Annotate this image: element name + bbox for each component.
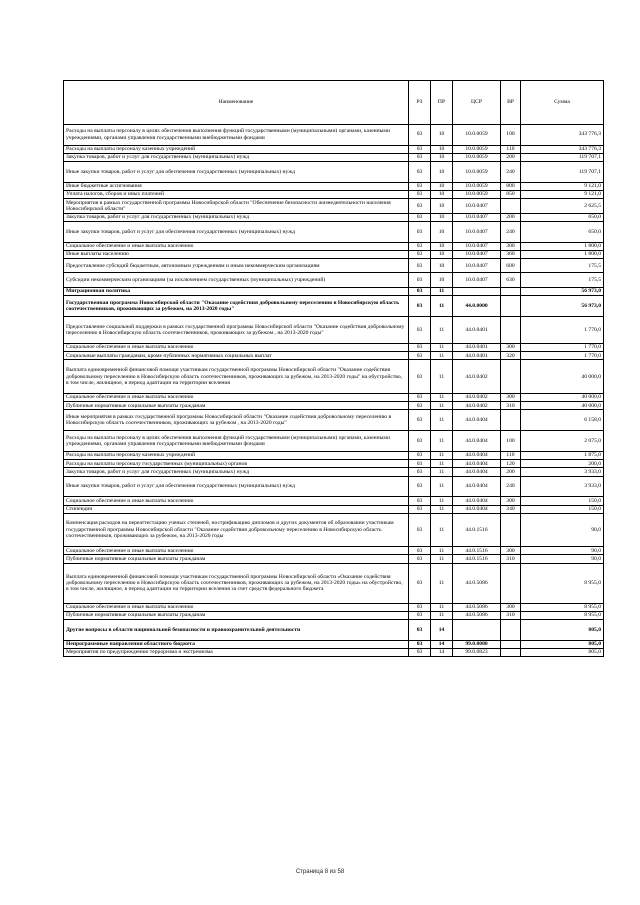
cell-csr: 44.0.0404 — [453, 476, 501, 497]
table-body — [64, 124, 604, 656]
cell-vr: 310 — [501, 402, 521, 410]
cell-rz: 03 — [409, 344, 431, 352]
cell-name: Уплата налогов, сборов и иных платежей — [64, 190, 409, 198]
cell-pr: 10 — [431, 259, 453, 273]
cell-name: Другие вопросы в области национальной безопасности и правоохранительной деятельности — [64, 620, 409, 641]
cell-vr: 800 — [501, 182, 521, 190]
table-row — [64, 124, 604, 145]
cell-vr: 310 — [501, 555, 521, 563]
cell-name: Социальное обеспечение и иные выплаты населению — [64, 547, 409, 555]
cell-rz: 03 — [409, 190, 431, 198]
table-row — [64, 153, 604, 161]
cell-csr: 44.0.0401 — [453, 344, 501, 352]
cell-vr: 630 — [501, 273, 521, 287]
cell-rz: 03 — [409, 199, 431, 214]
cell-csr: 10.0.0407 — [453, 259, 501, 273]
cell-rz: 03 — [409, 611, 431, 619]
cell-pr: 11 — [431, 513, 453, 547]
cell-sum: 6 158,0 — [521, 410, 604, 431]
cell-csr: 10.0.0407 — [453, 250, 501, 258]
cell-pr: 10 — [431, 145, 453, 153]
cell-pr: 10 — [431, 199, 453, 214]
budget-table — [63, 80, 604, 657]
cell-vr: 200 — [501, 213, 521, 221]
cell-csr: 44.0.0404 — [453, 468, 501, 476]
cell-sum: 650,0 — [521, 221, 604, 242]
cell-name: Мероприятия в рамках государственной программы Новосибирской области "Обеспечение безопасности жизнедеятельности населения Новосибирской области" — [64, 199, 409, 214]
table-row — [64, 547, 604, 555]
cell-sum: 150,0 — [521, 505, 604, 513]
table-row — [64, 611, 604, 619]
cell-pr: 11 — [431, 468, 453, 476]
cell-rz: 03 — [409, 451, 431, 459]
table-row — [64, 273, 604, 287]
table-row — [64, 620, 604, 641]
cell-csr: 10.0.0059 — [453, 190, 501, 198]
cell-name: Расходы на выплаты персоналу казенных учреждений — [64, 145, 409, 153]
cell-csr: 99.0.0000 — [453, 640, 501, 648]
cell-name: Государственная программа Новосибирской области "Оказание содействия добровольному переселению в Новосибирскую область соотечественников, проживающих за рубежом, на 2013-2020 годы" — [64, 296, 409, 317]
cell-csr: 10.0.0059 — [453, 153, 501, 161]
cell-pr: 11 — [431, 402, 453, 410]
cell-csr: 44.0.0404 — [453, 497, 501, 505]
cell-pr: 11 — [431, 344, 453, 352]
cell-sum: 3 933,0 — [521, 476, 604, 497]
cell-csr: 44.0.0404 — [453, 460, 501, 468]
cell-csr — [453, 620, 501, 641]
table-row — [64, 410, 604, 431]
cell-vr: 300 — [501, 394, 521, 402]
cell-vr: 300 — [501, 497, 521, 505]
cell-rz: 03 — [409, 547, 431, 555]
cell-csr: 44.0.1516 — [453, 513, 501, 547]
cell-name: Социальное обеспечение и иные выплаты населению — [64, 394, 409, 402]
table-row — [64, 145, 604, 153]
cell-name: Миграционная политика — [64, 287, 409, 295]
cell-vr: 300 — [501, 242, 521, 250]
cell-name: Субсидии некоммерческим организациям (за исключением государственных (муниципальных) учреждений) — [64, 273, 409, 287]
cell-vr — [501, 287, 521, 295]
cell-rz: 03 — [409, 476, 431, 497]
cell-csr: 44.0.0404 — [453, 410, 501, 431]
cell-sum: 343 776,3 — [521, 145, 604, 153]
cell-rz: 03 — [409, 273, 431, 287]
cell-sum: 40 000,0 — [521, 402, 604, 410]
table-row — [64, 460, 604, 468]
cell-pr: 11 — [431, 611, 453, 619]
table-header-row — [64, 81, 604, 125]
cell-sum: 90,0 — [521, 513, 604, 547]
cell-vr: 110 — [501, 145, 521, 153]
cell-name: Расходы на выплаты персоналу в целях обеспечения выполнения функций государственными (муниципальными) органами, казенными учреждениями, органами управления государственными внебюджетными фондами — [64, 431, 409, 452]
cell-rz: 03 — [409, 360, 431, 394]
table-row — [64, 221, 604, 242]
cell-pr: 14 — [431, 649, 453, 657]
cell-pr: 10 — [431, 190, 453, 198]
cell-pr: 14 — [431, 640, 453, 648]
cell-vr: 110 — [501, 451, 521, 459]
cell-sum: 1 800,0 — [521, 242, 604, 250]
cell-vr: 850 — [501, 190, 521, 198]
cell-vr — [501, 640, 521, 648]
table-row — [64, 505, 604, 513]
cell-sum: 175,5 — [521, 259, 604, 273]
cell-rz: 03 — [409, 555, 431, 563]
cell-name: Предоставление социальной поддержки в рамках государственной программы Новосибирской области "Оказание содействия добровольному переселению в Новосибирскую область соотечественников, проживающих за рубежом , на 2013-2020 годы" — [64, 316, 409, 343]
cell-name: Иные закупки товаров, работ и услуг для обеспечения государственных (муниципальных) нужд — [64, 221, 409, 242]
cell-pr: 10 — [431, 213, 453, 221]
table-row — [64, 563, 604, 603]
cell-rz: 03 — [409, 649, 431, 657]
table-row — [64, 259, 604, 273]
cell-pr: 11 — [431, 410, 453, 431]
table-row — [64, 402, 604, 410]
cell-pr: 11 — [431, 497, 453, 505]
cell-pr: 10 — [431, 161, 453, 182]
cell-name: Закупка товаров, работ и услуг для государственных (муниципальных) нужд — [64, 213, 409, 221]
cell-rz: 03 — [409, 316, 431, 343]
cell-csr: 44.0.0000 — [453, 296, 501, 317]
cell-sum: 9 121,0 — [521, 190, 604, 198]
cell-csr: 10.0.0407 — [453, 242, 501, 250]
cell-rz: 03 — [409, 460, 431, 468]
cell-pr: 11 — [431, 547, 453, 555]
cell-csr: 10.0.0407 — [453, 221, 501, 242]
cell-pr: 10 — [431, 273, 453, 287]
cell-sum: 175,5 — [521, 273, 604, 287]
cell-name: Выплата единовременной финансовой помощи участникам государственной программы Новосибирской области "Оказание содействия добровольному переселению в Новосибирскую область соотечественников, проживающих за рубежом, на 2013-2020 годы" на обустройство, в том числе, жилищное, в период адаптации на территории вселения — [64, 360, 409, 394]
cell-pr: 11 — [431, 316, 453, 343]
cell-pr: 10 — [431, 124, 453, 145]
cell-csr: 10.0.0059 — [453, 182, 501, 190]
cell-rz: 03 — [409, 250, 431, 258]
header-rz: РЗ — [409, 81, 431, 125]
table-row — [64, 497, 604, 505]
cell-vr: 200 — [501, 468, 521, 476]
cell-rz: 03 — [409, 161, 431, 182]
cell-name: Закупка товаров, работ и услуг для государственных (муниципальных) нужд — [64, 468, 409, 476]
cell-sum: 56 973,0 — [521, 287, 604, 295]
cell-vr: 600 — [501, 259, 521, 273]
cell-name: Иные выплаты населению — [64, 250, 409, 258]
cell-sum: 8 955,0 — [521, 603, 604, 611]
cell-vr: 300 — [501, 547, 521, 555]
cell-rz: 03 — [409, 213, 431, 221]
cell-csr: 10.0.0059 — [453, 161, 501, 182]
table-row — [64, 287, 604, 295]
cell-csr: 44.0.0402 — [453, 402, 501, 410]
cell-csr: 10.0.0407 — [453, 213, 501, 221]
cell-sum: 805,0 — [521, 620, 604, 641]
cell-sum: 805,0 — [521, 649, 604, 657]
cell-name: Иные закупки товаров, работ и услуг для обеспечения государственных (муниципальных) нужд — [64, 161, 409, 182]
cell-csr: 44.0.0401 — [453, 352, 501, 360]
table-row — [64, 242, 604, 250]
cell-rz: 03 — [409, 620, 431, 641]
cell-pr: 11 — [431, 563, 453, 603]
cell-rz: 03 — [409, 182, 431, 190]
cell-rz: 03 — [409, 513, 431, 547]
cell-sum: 1 770,0 — [521, 344, 604, 352]
table-row — [64, 394, 604, 402]
cell-csr: 44.0.0401 — [453, 316, 501, 343]
cell-pr: 11 — [431, 431, 453, 452]
cell-pr: 14 — [431, 620, 453, 641]
cell-vr — [501, 620, 521, 641]
table-row — [64, 190, 604, 198]
cell-rz: 03 — [409, 242, 431, 250]
cell-pr: 11 — [431, 296, 453, 317]
cell-vr: 200 — [501, 153, 521, 161]
cell-sum: 1 770,0 — [521, 352, 604, 360]
cell-pr: 11 — [431, 287, 453, 295]
cell-csr: 44.0.0404 — [453, 505, 501, 513]
page-number: Страница 8 из 58 — [295, 869, 345, 875]
cell-vr — [501, 360, 521, 394]
cell-pr: 11 — [431, 603, 453, 611]
cell-name: Расходы на выплаты персоналу в целях обеспечения выполнения функций государственными (муниципальными) органами, казенными учреждениями, органами управления государственными внебюджетными фондами — [64, 124, 409, 145]
cell-vr: 100 — [501, 124, 521, 145]
table-row — [64, 451, 604, 459]
cell-vr — [501, 199, 521, 214]
cell-csr: 44.0.0402 — [453, 394, 501, 402]
header-vr: ВР — [501, 81, 521, 125]
table-row — [64, 199, 604, 214]
cell-vr: 240 — [501, 221, 521, 242]
cell-csr: 10.0.0407 — [453, 199, 501, 214]
header-csr: ЦСР — [453, 81, 501, 125]
table-row — [64, 360, 604, 394]
cell-rz: 03 — [409, 563, 431, 603]
cell-vr: 100 — [501, 431, 521, 452]
cell-rz: 03 — [409, 505, 431, 513]
cell-rz: 03 — [409, 431, 431, 452]
cell-pr: 11 — [431, 394, 453, 402]
cell-sum: 119 707,1 — [521, 153, 604, 161]
table-row — [64, 431, 604, 452]
cell-csr — [453, 287, 501, 295]
cell-name: Стипендии — [64, 505, 409, 513]
cell-sum: 56 973,0 — [521, 296, 604, 317]
cell-name: Расходы на выплаты персоналу казенных учреждений — [64, 451, 409, 459]
cell-sum: 40 000,0 — [521, 394, 604, 402]
cell-name: Социальное обеспечение и иные выплаты населению — [64, 344, 409, 352]
cell-name: Предоставление субсидий бюджетным, автономным учреждениям и иным некоммерческим организациям — [64, 259, 409, 273]
table-row — [64, 316, 604, 343]
table-row — [64, 344, 604, 352]
cell-pr: 10 — [431, 250, 453, 258]
cell-sum: 2 625,5 — [521, 199, 604, 214]
cell-sum: 119 707,1 — [521, 161, 604, 182]
cell-sum: 2 075,0 — [521, 431, 604, 452]
cell-vr — [501, 296, 521, 317]
cell-sum: 1 800,0 — [521, 250, 604, 258]
cell-name: Социальное обеспечение и иные выплаты населению — [64, 497, 409, 505]
cell-pr: 11 — [431, 476, 453, 497]
cell-name: Иные мероприятия в рамках государственной программы Новосибирской области "Оказание содействия добровольному переселению в Новосибирскую область соотечественников, проживающих за рубежом , на 2013-2020 годы" — [64, 410, 409, 431]
cell-name: Мероприятия по предупреждению терроризма и экстремизма — [64, 649, 409, 657]
cell-vr — [501, 649, 521, 657]
cell-vr: 300 — [501, 344, 521, 352]
table-row — [64, 468, 604, 476]
table-row — [64, 352, 604, 360]
cell-rz: 03 — [409, 221, 431, 242]
cell-vr — [501, 410, 521, 431]
cell-csr: 44.0.0402 — [453, 360, 501, 394]
cell-vr: 120 — [501, 460, 521, 468]
cell-rz: 03 — [409, 410, 431, 431]
cell-rz: 03 — [409, 296, 431, 317]
cell-rz: 03 — [409, 394, 431, 402]
cell-csr: 10.0.0059 — [453, 145, 501, 153]
table-row — [64, 250, 604, 258]
cell-name: Социальное обеспечение и иные выплаты населению — [64, 242, 409, 250]
cell-csr: 10.0.0407 — [453, 273, 501, 287]
cell-vr: 320 — [501, 352, 521, 360]
cell-pr: 11 — [431, 352, 453, 360]
cell-name: Иные бюджетные ассигнования — [64, 182, 409, 190]
header-name: Наименование — [64, 81, 409, 125]
cell-rz: 03 — [409, 402, 431, 410]
table-row — [64, 640, 604, 648]
cell-rz: 03 — [409, 603, 431, 611]
table-row — [64, 213, 604, 221]
cell-pr: 10 — [431, 153, 453, 161]
cell-vr — [501, 563, 521, 603]
cell-rz: 03 — [409, 153, 431, 161]
cell-vr: 240 — [501, 476, 521, 497]
table-row — [64, 555, 604, 563]
cell-name: Публичные нормативные социальные выплаты гражданам — [64, 555, 409, 563]
cell-rz: 03 — [409, 124, 431, 145]
cell-name: Выплата единовременной финансовой помощи участникам государственной программы Новосибирской области «Оказание содействия добровольному переселению в Новосибирскую область соотечественников, проживающих за рубежом, на 2013-2020 годы» на обустройство, в том числе, жилищное, в период адаптации на территории вселения за счет средств федерального бюджета — [64, 563, 409, 603]
cell-sum: 9 121,0 — [521, 182, 604, 190]
cell-sum: 343 776,3 — [521, 124, 604, 145]
cell-rz: 03 — [409, 287, 431, 295]
cell-csr: 44.0.1516 — [453, 547, 501, 555]
cell-sum: 40 000,0 — [521, 360, 604, 394]
cell-csr: 44.0.0404 — [453, 451, 501, 459]
cell-rz: 03 — [409, 259, 431, 273]
cell-pr: 10 — [431, 242, 453, 250]
cell-rz: 03 — [409, 497, 431, 505]
cell-sum: 650,0 — [521, 213, 604, 221]
cell-csr: 99.0.0823 — [453, 649, 501, 657]
cell-pr: 11 — [431, 505, 453, 513]
cell-vr — [501, 316, 521, 343]
table-row — [64, 161, 604, 182]
cell-vr: 340 — [501, 505, 521, 513]
cell-pr: 10 — [431, 221, 453, 242]
table-row — [64, 476, 604, 497]
cell-name: Публичные нормативные социальные выплаты гражданам — [64, 611, 409, 619]
cell-pr: 11 — [431, 360, 453, 394]
cell-name: Компенсация расходов на переаттестацию ученых степеней, нострификацию дипломов и других документов об образовании участникам государственной программы Новосибирской области "Оказание содействия добровольному переселению в Новосибирскую область соотечественников, проживающих за рубежом, на 2013-2020 годы — [64, 513, 409, 547]
cell-sum: 8 955,0 — [521, 611, 604, 619]
cell-vr — [501, 513, 521, 547]
cell-sum: 805,0 — [521, 640, 604, 648]
cell-csr: 44.0.5086 — [453, 603, 501, 611]
cell-pr: 11 — [431, 555, 453, 563]
cell-name: Социальные выплаты гражданам, кроме публичных нормативных социальных выплат — [64, 352, 409, 360]
cell-csr: 44.0.5086 — [453, 563, 501, 603]
cell-rz: 03 — [409, 468, 431, 476]
cell-sum: 8 955,0 — [521, 563, 604, 603]
cell-pr: 11 — [431, 451, 453, 459]
cell-name: Закупка товаров, работ и услуг для государственных (муниципальных) нужд — [64, 153, 409, 161]
table-row — [64, 513, 604, 547]
cell-rz: 03 — [409, 145, 431, 153]
cell-pr: 10 — [431, 182, 453, 190]
cell-name: Непрограммные направления областного бюджета — [64, 640, 409, 648]
table-row — [64, 649, 604, 657]
cell-rz: 03 — [409, 640, 431, 648]
cell-name: Публичные нормативные социальные выплаты гражданам — [64, 402, 409, 410]
cell-sum: 3 933,0 — [521, 468, 604, 476]
cell-csr: 44.0.1516 — [453, 555, 501, 563]
cell-csr: 10.0.0059 — [453, 124, 501, 145]
cell-sum: 1 875,0 — [521, 451, 604, 459]
header-pr: ПР — [431, 81, 453, 125]
cell-sum: 90,0 — [521, 555, 604, 563]
table-row — [64, 603, 604, 611]
cell-sum: 1 770,0 — [521, 316, 604, 343]
cell-name: Расходы на выплаты персоналу государственных (муниципальных) органов — [64, 460, 409, 468]
cell-sum: 200,0 — [521, 460, 604, 468]
cell-vr: 300 — [501, 603, 521, 611]
cell-csr: 44.0.0404 — [453, 431, 501, 452]
cell-sum: 90,0 — [521, 547, 604, 555]
cell-name: Иные закупки товаров, работ и услуг для обеспечения государственных (муниципальных) нужд — [64, 476, 409, 497]
cell-vr: 310 — [501, 611, 521, 619]
cell-rz: 03 — [409, 352, 431, 360]
cell-pr: 11 — [431, 460, 453, 468]
table-row — [64, 182, 604, 190]
cell-sum: 150,0 — [521, 497, 604, 505]
cell-name: Социальное обеспечение и иные выплаты населению — [64, 603, 409, 611]
header-sum: Сумма — [521, 81, 604, 125]
cell-vr: 240 — [501, 161, 521, 182]
cell-csr: 44.0.5086 — [453, 611, 501, 619]
cell-vr: 360 — [501, 250, 521, 258]
table-row — [64, 296, 604, 317]
